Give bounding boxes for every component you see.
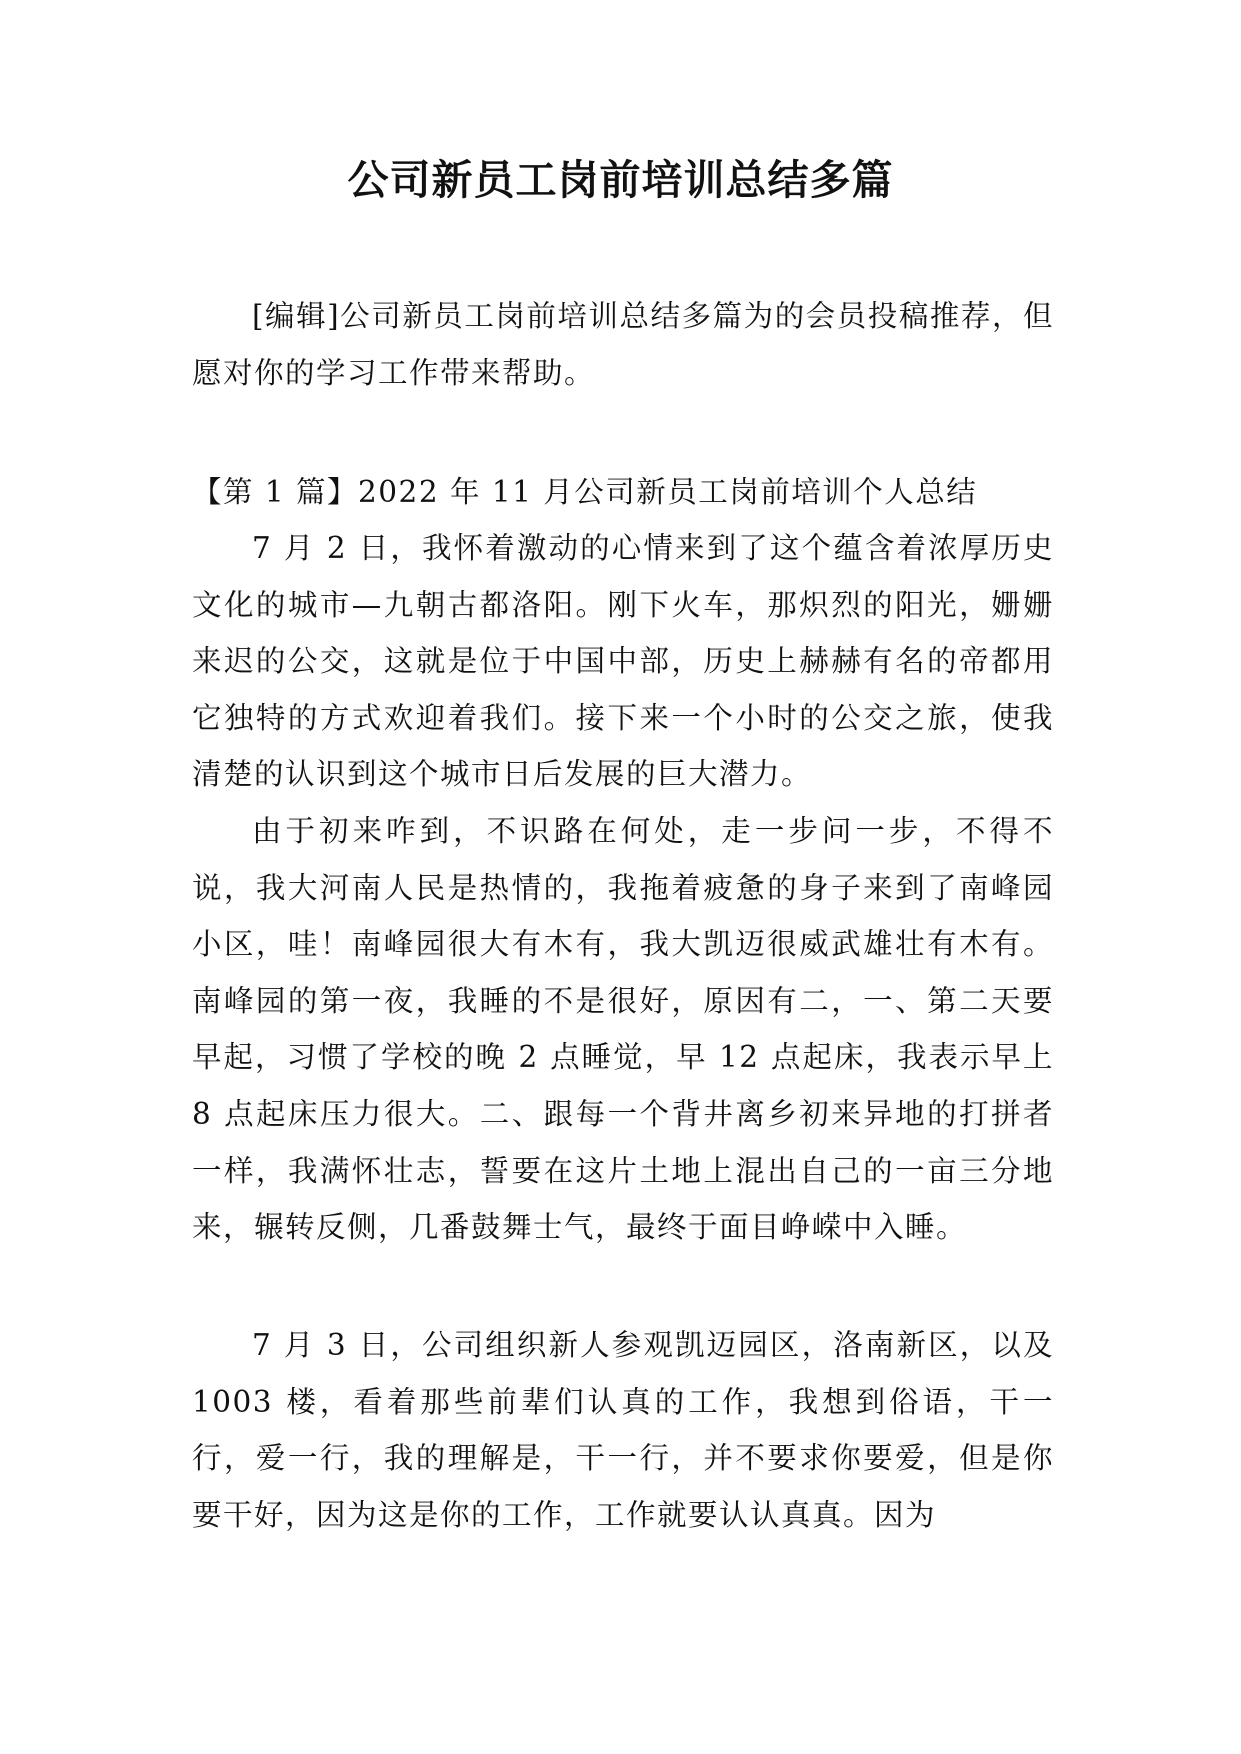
- chapter-heading: 【第 1 篇】2022 年 11 月公司新员工岗前培训个人总结: [192, 475, 978, 509]
- document-title: 公司新员工岗前培训总结多篇: [347, 156, 894, 204]
- intro-paragraph: [编辑]公司新员工岗前培训总结多篇为的会员投稿推荐，但愿对你的学习工作带来帮助。: [192, 299, 1054, 390]
- body-paragraph: 7 月 3 日，公司组织新人参观凯迈园区，洛南新区，以及 1003 楼，看着那些前辈们认真的工作，我想到俗语，干一行，爱一行，我的理解是，干一行，并不要求你要爱，但是你要干好，因为这是你的工作，工作就要认认真真。因为: [192, 1328, 1054, 1532]
- body-paragraph: 由于初来咋到，不识路在何处，走一步问一步，不得不说，我大河南人民是热情的，我拖着疲惫的身子来到了南峰园小区，哇！南峰园很大有木有，我大凯迈很威武雄壮有木有。南峰园的第一夜，我睡的不是很好，原因有二，一、第二天要早起，习惯了学校的晚 2 点睡觉，早 12 点起床，我表示早上 8 点起床压力很大。二、跟每一个背井离乡初来异地的打拼者一样，我满怀壮志，誓要在这片土地上混出自己的一亩三分地来，辗转反侧，几番鼓舞士气，最终于面目峥嵘中入睡。: [192, 814, 1054, 1245]
- body-paragraph: 7 月 2 日，我怀着激动的心情来到了这个蕴含着浓厚历史文化的城市—九朝古都洛阳。刚下火车，那炽烈的阳光，姗姗来迟的公交，这就是位于中国中部，历史上赫赫有名的帝都用它独特的方式欢迎着我们。接下来一个小时的公交之旅，使我清楚的认识到这个城市日后发展的巨大潜力。: [192, 531, 1054, 792]
